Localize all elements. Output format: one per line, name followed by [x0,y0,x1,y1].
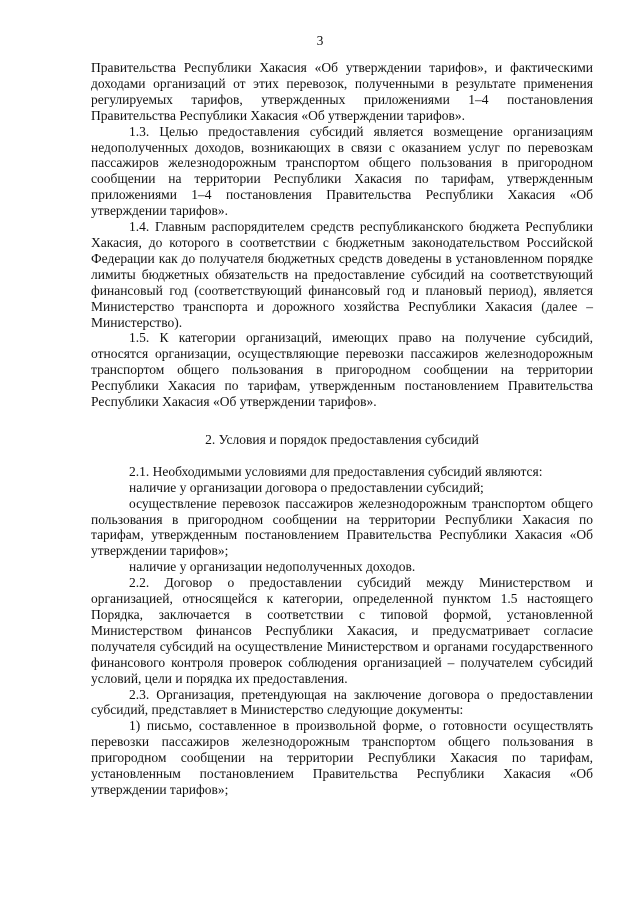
page-number: 3 [316,33,324,48]
paragraph-2-2: 2.2. Договор о предоставлении субсидий между Министерством и организацией, относящейся к категории, определенной пунктом 1.5 настоящего Порядка, заключается в соответствии с типовой формой, установленной Министерством финансов Республики Хакасия, и предусматривает согласие получателя субсидий на осуществление Министерством и органами государственного финансового контроля проверок соблюдения организацией – получателем субсидий условий, цели и порядка их предоставления. [91,575,593,686]
document-body [91,60,593,798]
paragraph-1-5: 1.5. К категории организаций, имеющих право на получение субсидий, относятся организации, осуществляющие перевозки пассажиров железнодорожным транспортом общего пользования в пригородном сообщении на территории Республики Хакасия по тарифам, утвержденным постановлением Правительства Республики Хакасия «Об утверждении тарифов». [91,330,593,410]
condition-item-income: наличие у организации недополученных доходов. [129,559,416,575]
section-heading: 2. Условия и порядок предоставления субсидий [205,431,479,447]
condition-item-transport: осуществление перевозок пассажиров железнодорожным транспортом общего пользования в пригородном сообщении на территории Республики Хакасия по тарифам, утвержденным постановлением Правительства Республики Хакасия «Об утверждении тарифов»; [91,495,593,559]
paragraph-2-1: 2.1. Необходимыми условиями для предоставления субсидий являются: [129,463,543,479]
paragraph-1-3: 1.3. Целью предоставления субсидий является возмещение организациям недополученных доходов, возникающих в связи с оказанием услуг по перевозкам пассажиров железнодорожным транспортом общего пользования в пригородном сообщении на территории Республики Хакасия по тарифам, утвержденным приложениями 1–4 постановления Правительства Республики Хакасия «Об утверждении тарифов». [91,123,593,219]
spacer [91,448,593,464]
condition-item-contract: наличие у организации договора о предоставлении субсидий; [129,479,484,495]
document-item-1: 1) письмо, составленное в произвольной форме, о готовности осуществлять перевозки пассажиров железнодорожным транспортом общего пользования в пригородном сообщении на территории Республики Хакасия по тарифам, установленным постановлением Правительства Республики Хакасия «Об утверждении тарифов»; [91,718,593,797]
paragraph-continuation: Правительства Республики Хакасия «Об утверждении тарифов», и фактическими доходами организаций от этих перевозок, полученными в результате применения регулируемых тарифов, утвержденных приложениями 1–4 постановления Правительства Республики Хакасия «Об утверждении тарифов». [91,60,593,123]
paragraph-2-3: 2.3. Организация, претендующая на заключение договора о предоставлении субсидий, представляет в Министерство следующие документы: [91,686,593,718]
spacer [91,410,593,432]
paragraph-1-4: 1.4. Главным распорядителем средств республиканского бюджета Республики Хакасия, до которого в соответствии с бюджетным законодательством Российской Федерации как до получателя бюджетных средств доведены в установленном порядке лимиты бюджетных обязательств на предоставление субсидий на соответствующий финансовый год (соответствующий финансовый год и плановый период), является Министерство транспорта и дорожного хозяйства Республики Хакасия (далее – Министерство). [91,219,593,330]
